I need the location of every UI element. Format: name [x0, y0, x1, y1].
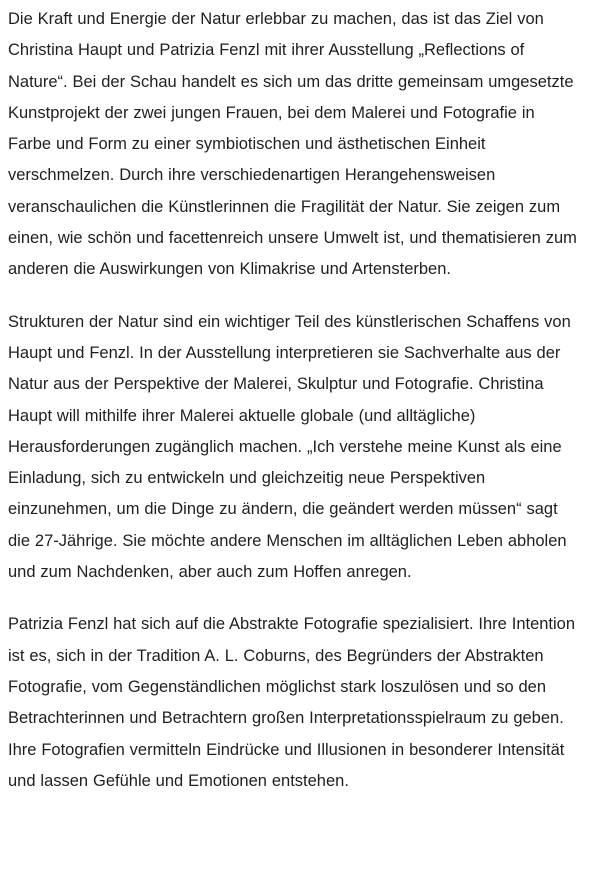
paragraph-structures: Strukturen der Natur sind ein wichtiger Teil des künstlerischen Schaffens von Haupt und Fenzl. In der Ausstellung interpretieren sie Sachverhalte aus der Natur aus der Perspektive der Malerei, Skulptur und Fotografie. Christina Haupt will mithilfe ihrer Malerei aktuelle globale (und alltägliche) Herausforderungen zugänglich machen. „Ich verstehe meine Kunst als eine Einladung, sich zu entwickeln und gleichzeitig neue Perspektiven einzunehmen, um die Dinge zu ändern, die geändert werden müssen“ sagt die 27-Jährige. Sie möchte andere Menschen im alltäglichen Leben abholen und zum Nachdenken, aber auch zum Hoffen anregen. — [8, 312, 571, 582]
paragraph-intro: Die Kraft und Energie der Natur erlebbar zu machen, das ist das Ziel von Christina Haupt und Patrizia Fenzl mit ihrer Ausstellung „Reflections of Nature“. Bei der Schau handelt es sich um das dritte gemeinsam umgesetzte Kunstprojekt der zwei jungen Frauen, bei dem Malerei und Fotografie in Farbe und Form zu einer symbiotischen und ästhetischen Einheit verschmelzen. Durch ihre verschiedenartigen Herangehensweisen veranschaulichen die Künstlerinnen die Fragilität der Natur. Sie zeigen zum einen, wie schön und facettenreich unsere Umwelt ist, und thematisieren zum anderen die Auswirkungen von Klimakrise und Artensterben. — [8, 10, 577, 279]
paragraph-fenzl: Patrizia Fenzl hat sich auf die Abstrakte Fotografie spezialisiert. Ihre Intention ist es, sich in der Tradition A. L. Coburns, des Begründers der Abstrakten Fotografie, vom Gegenständlichen möglichst stark loszulösen und so den Betrachterinnen und Betrachtern großen Interpretationsspielraum zu geben. Ihre Fotografien vermitteln Eindrücke und Illusionen in besonderer Intensität und lassen Gefühle und Emotionen entstehen. — [8, 615, 576, 790]
